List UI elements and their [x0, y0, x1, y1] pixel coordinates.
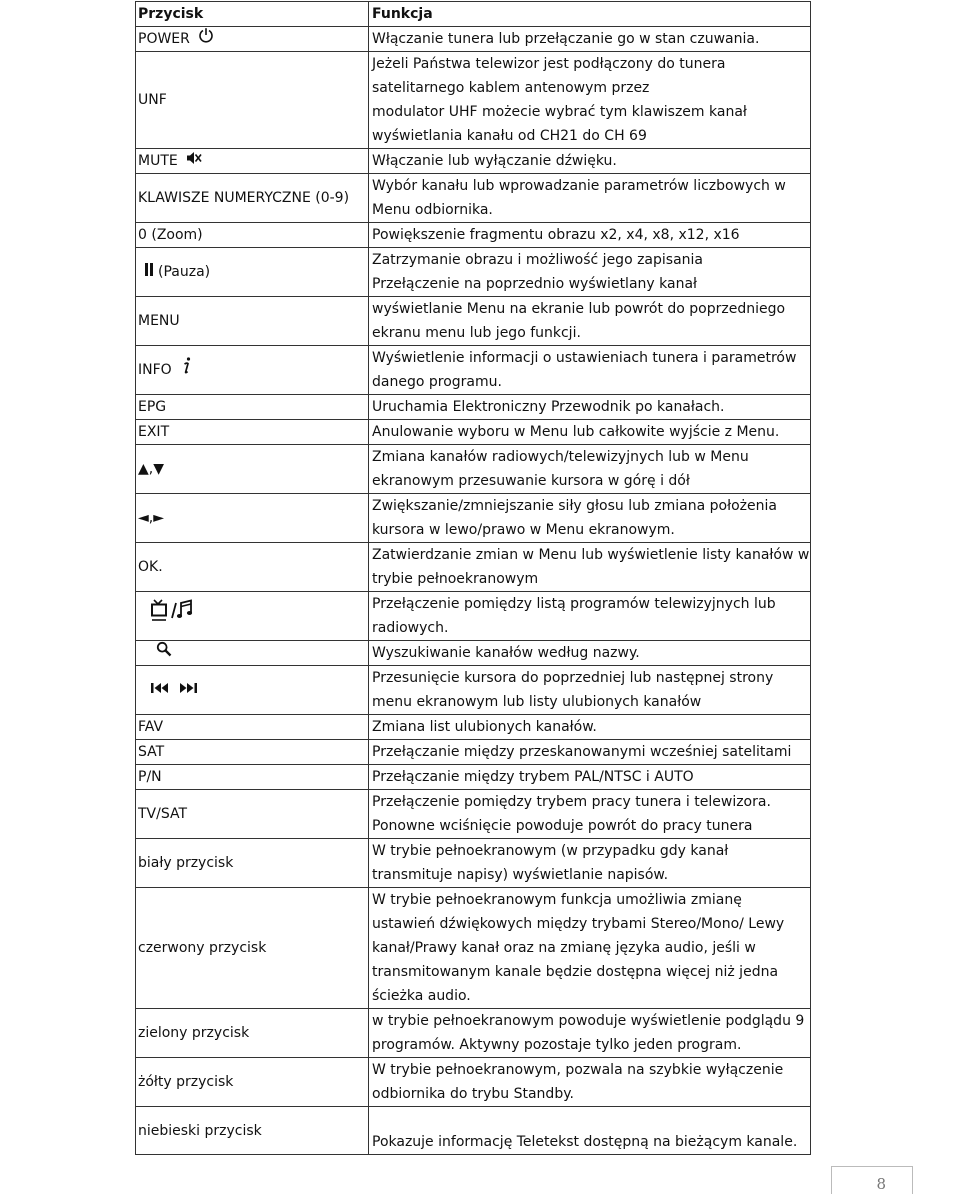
function-text: Przełączenie na poprzednio wyświetlany kanał [372, 276, 698, 292]
function-cell-green [369, 1009, 811, 1058]
table-row-numeric [136, 174, 811, 223]
button-cell-pn [136, 765, 369, 790]
function-text: ustawień dźwiękowych między trybami Stereo/Mono/ Lewy [372, 916, 785, 932]
button-cell-page [136, 666, 369, 715]
button-cell-tvsat [136, 790, 369, 839]
button-name: biały przycisk [138, 855, 234, 871]
table-row-leftright [136, 494, 811, 543]
function-text: Wyszukiwanie kanałów według nazwy. [372, 645, 640, 661]
button-cell-updown [136, 445, 369, 494]
button-cell-white [136, 839, 369, 888]
function-text: transmitowanym kanale będzie dostępna więcej niż jedna [372, 964, 779, 980]
function-text: modulator UHF możecie wybrać tym klawiszem kanał [372, 104, 747, 120]
button-name: EXIT [138, 424, 170, 440]
button-name: czerwony przycisk [138, 940, 267, 956]
button-name: ▲,▼ [138, 461, 164, 477]
table-header [136, 2, 811, 27]
table-row-unf [136, 52, 811, 149]
table-row-zoom [136, 223, 811, 248]
function-text: ekranu menu lub jego funkcji. [372, 325, 581, 341]
function-text: Przełączenie pomiędzy listą programów telewizyjnych lub [372, 596, 776, 612]
button-name: (Pauza) [158, 264, 211, 280]
header-function: Funkcja [369, 2, 811, 27]
function-text: Przełączenie pomiędzy trybem pracy tunera i telewizora. [372, 794, 771, 810]
table-row-pause [136, 248, 811, 297]
function-cell-pn [369, 765, 811, 790]
function-cell-unf [369, 52, 811, 149]
button-cell-search [136, 641, 369, 666]
function-cell-red [369, 888, 811, 1009]
button-cell-info [136, 346, 369, 395]
table-row-updown [136, 445, 811, 494]
table-row-pn [136, 765, 811, 790]
function-cell-blue [369, 1107, 811, 1155]
button-name: ◄,► [138, 510, 164, 526]
function-text: Jeżeli Państwa telewizor jest podłączony do tunera [372, 56, 726, 72]
function-cell-menu [369, 297, 811, 346]
function-text: Wybór kanału lub wprowadzanie parametrów liczbowych w [372, 178, 786, 194]
button-name: MENU [138, 313, 180, 329]
function-text: Przesunięcie kursora do poprzedniej lub następnej strony [372, 670, 774, 686]
button-cell-pause [136, 248, 369, 297]
function-text: Przełączanie między przeskanowanymi wcześniej satelitami [372, 744, 792, 760]
table-row-green [136, 1009, 811, 1058]
pause-icon [144, 260, 154, 284]
button-cell-power [136, 27, 369, 52]
function-text: Włączanie lub wyłączanie dźwięku. [372, 153, 617, 169]
search-icon [156, 641, 172, 665]
button-name: SAT [138, 744, 165, 760]
function-cell-leftright [369, 494, 811, 543]
function-cell-tvradio [369, 592, 811, 641]
function-cell-info [369, 346, 811, 395]
button-cell-mute [136, 149, 369, 174]
button-name: FAV [138, 719, 164, 735]
button-name: KLAWISZE NUMERYCZNE (0-9) [138, 190, 350, 206]
function-text: kursora w lewo/prawo w Menu ekranowym. [372, 522, 675, 538]
function-cell-tvsat [369, 790, 811, 839]
remote-buttons-table [135, 1, 811, 1155]
table-row-sat [136, 740, 811, 765]
button-name: TV/SAT [138, 806, 188, 822]
function-text: kanał/Prawy kanał oraz na zmianę języka audio, jeśli w [372, 940, 756, 956]
function-cell-search [369, 641, 811, 666]
function-text: W trybie pełnoekranowym funkcja umożliwia zmianę [372, 892, 742, 908]
button-name: POWER [138, 31, 190, 47]
function-text: wyświetlania kanału od CH21 do CH 69 [372, 128, 647, 144]
button-name: żółty przycisk [138, 1074, 234, 1090]
button-cell-tvradio [136, 592, 369, 641]
function-cell-zoom [369, 223, 811, 248]
tv-radio-icon [150, 598, 200, 634]
button-cell-leftright [136, 494, 369, 543]
table-row-page [136, 666, 811, 715]
function-text: w trybie pełnoekranowym powoduje wyświetlenie podglądu 9 [372, 1013, 805, 1029]
table-row-exit [136, 420, 811, 445]
function-cell-white [369, 839, 811, 888]
table-row-menu [136, 297, 811, 346]
function-text: odbiornika do trybu Standby. [372, 1086, 574, 1102]
button-name: UNF [138, 92, 167, 108]
function-text: Anulowanie wyboru w Menu lub całkowite wyjście z Menu. [372, 424, 780, 440]
function-text: Zmiana list ulubionych kanałów. [372, 719, 597, 735]
table-row-mute [136, 149, 811, 174]
function-text: Wyświetlenie informacji o ustawieniach tunera i parametrów [372, 350, 797, 366]
button-cell-ok [136, 543, 369, 592]
table-row-tvsat [136, 790, 811, 839]
function-text: Menu odbiornika. [372, 202, 493, 218]
function-text: ekranowym przesuwanie kursora w górę i dół [372, 473, 690, 489]
table-row-ok [136, 543, 811, 592]
function-text: wyświetlanie Menu na ekranie lub powrót do poprzedniego [372, 301, 786, 317]
button-cell-fav [136, 715, 369, 740]
function-cell-page [369, 666, 811, 715]
button-name: zielony przycisk [138, 1025, 250, 1041]
header-key: Przycisk [136, 2, 369, 27]
button-cell-epg [136, 395, 369, 420]
prev-next-page-icon [150, 678, 200, 702]
page-number: 8 [876, 1175, 886, 1193]
button-cell-blue [136, 1107, 369, 1155]
button-name: P/N [138, 769, 162, 785]
function-text: menu ekranowym lub listy ulubionych kanałów [372, 694, 702, 710]
function-text: radiowych. [372, 620, 449, 636]
table-row-epg [136, 395, 811, 420]
table-row-search [136, 641, 811, 666]
function-cell-yellow [369, 1058, 811, 1107]
function-text: Uruchamia Elektroniczny Przewodnik po kanałach. [372, 399, 725, 415]
function-text: trybie pełnoekranowym [372, 571, 539, 587]
info-icon [180, 356, 194, 384]
function-cell-fav [369, 715, 811, 740]
button-name: MUTE [138, 153, 178, 169]
button-name: INFO [138, 362, 172, 378]
table-row-info [136, 346, 811, 395]
function-cell-sat [369, 740, 811, 765]
button-cell-yellow [136, 1058, 369, 1107]
button-name: niebieski przycisk [138, 1122, 262, 1139]
function-cell-updown [369, 445, 811, 494]
table-row-power [136, 27, 811, 52]
function-text: ścieżka audio. [372, 988, 471, 1004]
button-cell-zoom [136, 223, 369, 248]
function-text: Zatrzymanie obrazu i możliwość jego zapisania [372, 252, 704, 268]
function-text: danego programu. [372, 374, 502, 390]
button-name: 0 (Zoom) [138, 227, 203, 243]
function-cell-mute [369, 149, 811, 174]
page-number-box [831, 1166, 913, 1194]
function-cell-pause [369, 248, 811, 297]
function-text: W trybie pełnoekranowym, pozwala na szybkie wyłączenie [372, 1062, 784, 1078]
function-cell-power [369, 27, 811, 52]
function-text: programów. Aktywny pozostaje tylko jeden program. [372, 1037, 742, 1053]
button-name: EPG [138, 399, 167, 415]
button-name: OK. [138, 559, 163, 575]
table-row-fav [136, 715, 811, 740]
button-cell-menu [136, 297, 369, 346]
function-text: satelitarnego kablem antenowym przez [372, 80, 650, 96]
function-cell-ok [369, 543, 811, 592]
button-cell-numeric [136, 174, 369, 223]
function-text: Przełączanie między trybem PAL/NTSC i AUTO [372, 769, 694, 785]
button-cell-red [136, 888, 369, 1009]
table-row-red [136, 888, 811, 1009]
table-row-white [136, 839, 811, 888]
function-text: Zatwierdzanie zmian w Menu lub wyświetlenie listy kanałów w [372, 547, 810, 563]
button-cell-exit [136, 420, 369, 445]
function-text: Pokazuje informację Teletekst dostępną na bieżącym kanale. [372, 1134, 798, 1150]
function-text: Powiększenie fragmentu obrazu x2, x4, x8, x12, x16 [372, 227, 740, 243]
power-icon [198, 27, 214, 51]
table-row-tvradio [136, 592, 811, 641]
function-text: transmituje napisy) wyświetlanie napisów. [372, 867, 669, 883]
button-cell-green [136, 1009, 369, 1058]
button-cell-unf [136, 52, 369, 149]
function-text: Zwiększanie/zmniejszanie siły głosu lub zmiana położenia [372, 498, 777, 514]
function-cell-numeric [369, 174, 811, 223]
button-cell-sat [136, 740, 369, 765]
table-row-yellow [136, 1058, 811, 1107]
function-cell-epg [369, 395, 811, 420]
function-text: Zmiana kanałów radiowych/telewizyjnych lub w Menu [372, 449, 749, 465]
mute-icon [186, 149, 202, 173]
function-text: W trybie pełnoekranowym (w przypadku gdy kanał [372, 843, 729, 859]
table-row-blue [136, 1107, 811, 1155]
function-text: Ponowne wciśnięcie powoduje powrót do pracy tunera [372, 818, 753, 834]
function-cell-exit [369, 420, 811, 445]
function-text: Włączanie tunera lub przełączanie go w stan czuwania. [372, 31, 760, 47]
